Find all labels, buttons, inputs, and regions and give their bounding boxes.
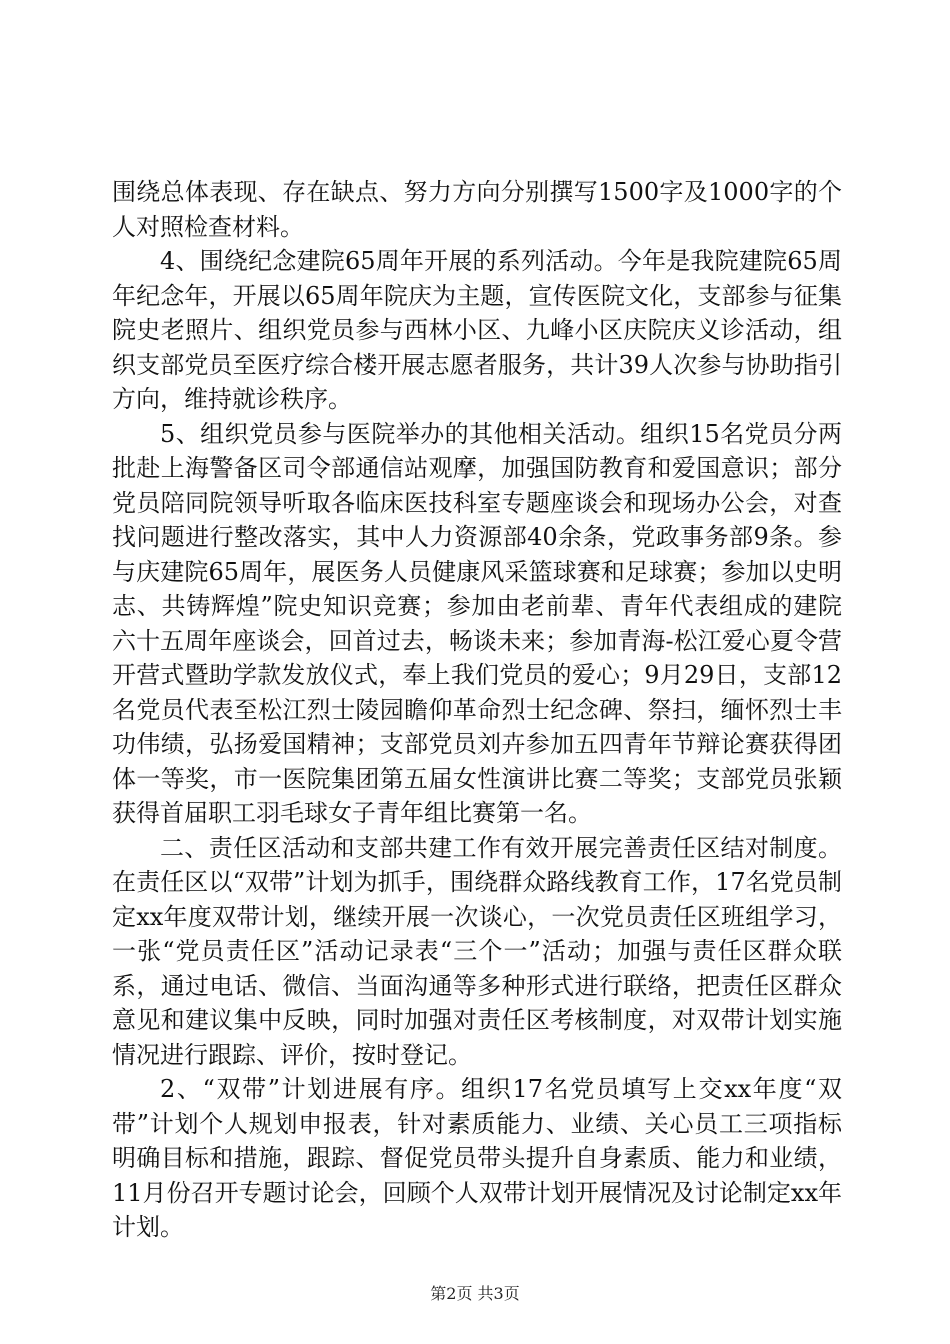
paragraph-responsibility-area: 二、责任区活动和支部共建工作有效开展完善责任区结对制度。在责任区以“双带”计划为抓手，围绕群众路线教育工作，17名党员制定xx年度双带计划，继续开展一次谈心，一次党员责任区班组学习，一张“党员责任区”活动记录表“三个一”活动；加强与责任区群众联系，通过电话、微信、当面沟通等多种形式进行联络，把责任区群众意见和建议集中反映，同时加强对责任区考核制度，对双带计划实施情况进行跟踪、评价，按时登记。: [112, 833, 842, 1069]
document-body: [112, 175, 842, 1245]
paragraph-continuation: 围绕总体表现、存在缺点、努力方向分别撰写1500字及1000字的个人对照检查材料。: [112, 178, 842, 241]
paragraph-anniversary-activities: 4、围绕纪念建院65周年开展的系列活动。今年是我院建院65周年纪念年，开展以65周年院庆为主题，宣传医院文化，支部参与征集院史老照片、组织党员参与西林小区、九峰小区庆院庆义诊活动，组织支部党员至医疗综合楼开展志愿者服务，共计39人次参与协助指引方向，维持就诊秩序。: [112, 247, 842, 413]
paragraph-double-plan: 2、“双带”计划进展有序。组织17名党员填写上交xx年度“双带”计划个人规划申报表，针对素质能力、业绩、关心员工三项指标明确目标和措施，跟踪、督促党员带头提升自身素质、能力和业绩，11月份召开专题讨论会，回顾个人双带计划开展情况及讨论制定xx年计划。: [112, 1075, 842, 1241]
paragraph-other-activities: 5、组织党员参与医院举办的其他相关活动。组织15名党员分两批赴上海警备区司令部通信站观摩，加强国防教育和爱国意识；部分党员陪同院领导听取各临床医技科室专题座谈会和现场办公会，对查找问题进行整改落实，其中人力资源部40余条，党政事务部9条。参与庆建院65周年，展医务人员健康风采篮球赛和足球赛；参加以史明志、共铸辉煌”院史知识竞赛；参加由老前辈、青年代表组成的建院六十五周年座谈会，回首过去，畅谈未来；参加青海-松江爱心夏令营开营式暨助学款发放仪式，奉上我们党员的爱心；9月29日，支部12名党员代表至松江烈士陵园瞻仰革命烈士纪念碑、祭扫，缅怀烈士丰功伟绩，弘扬爱国精神；支部党员刘卉参加五四青年节辩论赛获得团体一等奖，市一医院集团第五届女性演讲比赛二等奖；支部党员张颖获得首届职工羽毛球女子青年组比赛第一名。: [112, 419, 842, 827]
page-footer: 第2页 共3页: [430, 1284, 520, 1303]
